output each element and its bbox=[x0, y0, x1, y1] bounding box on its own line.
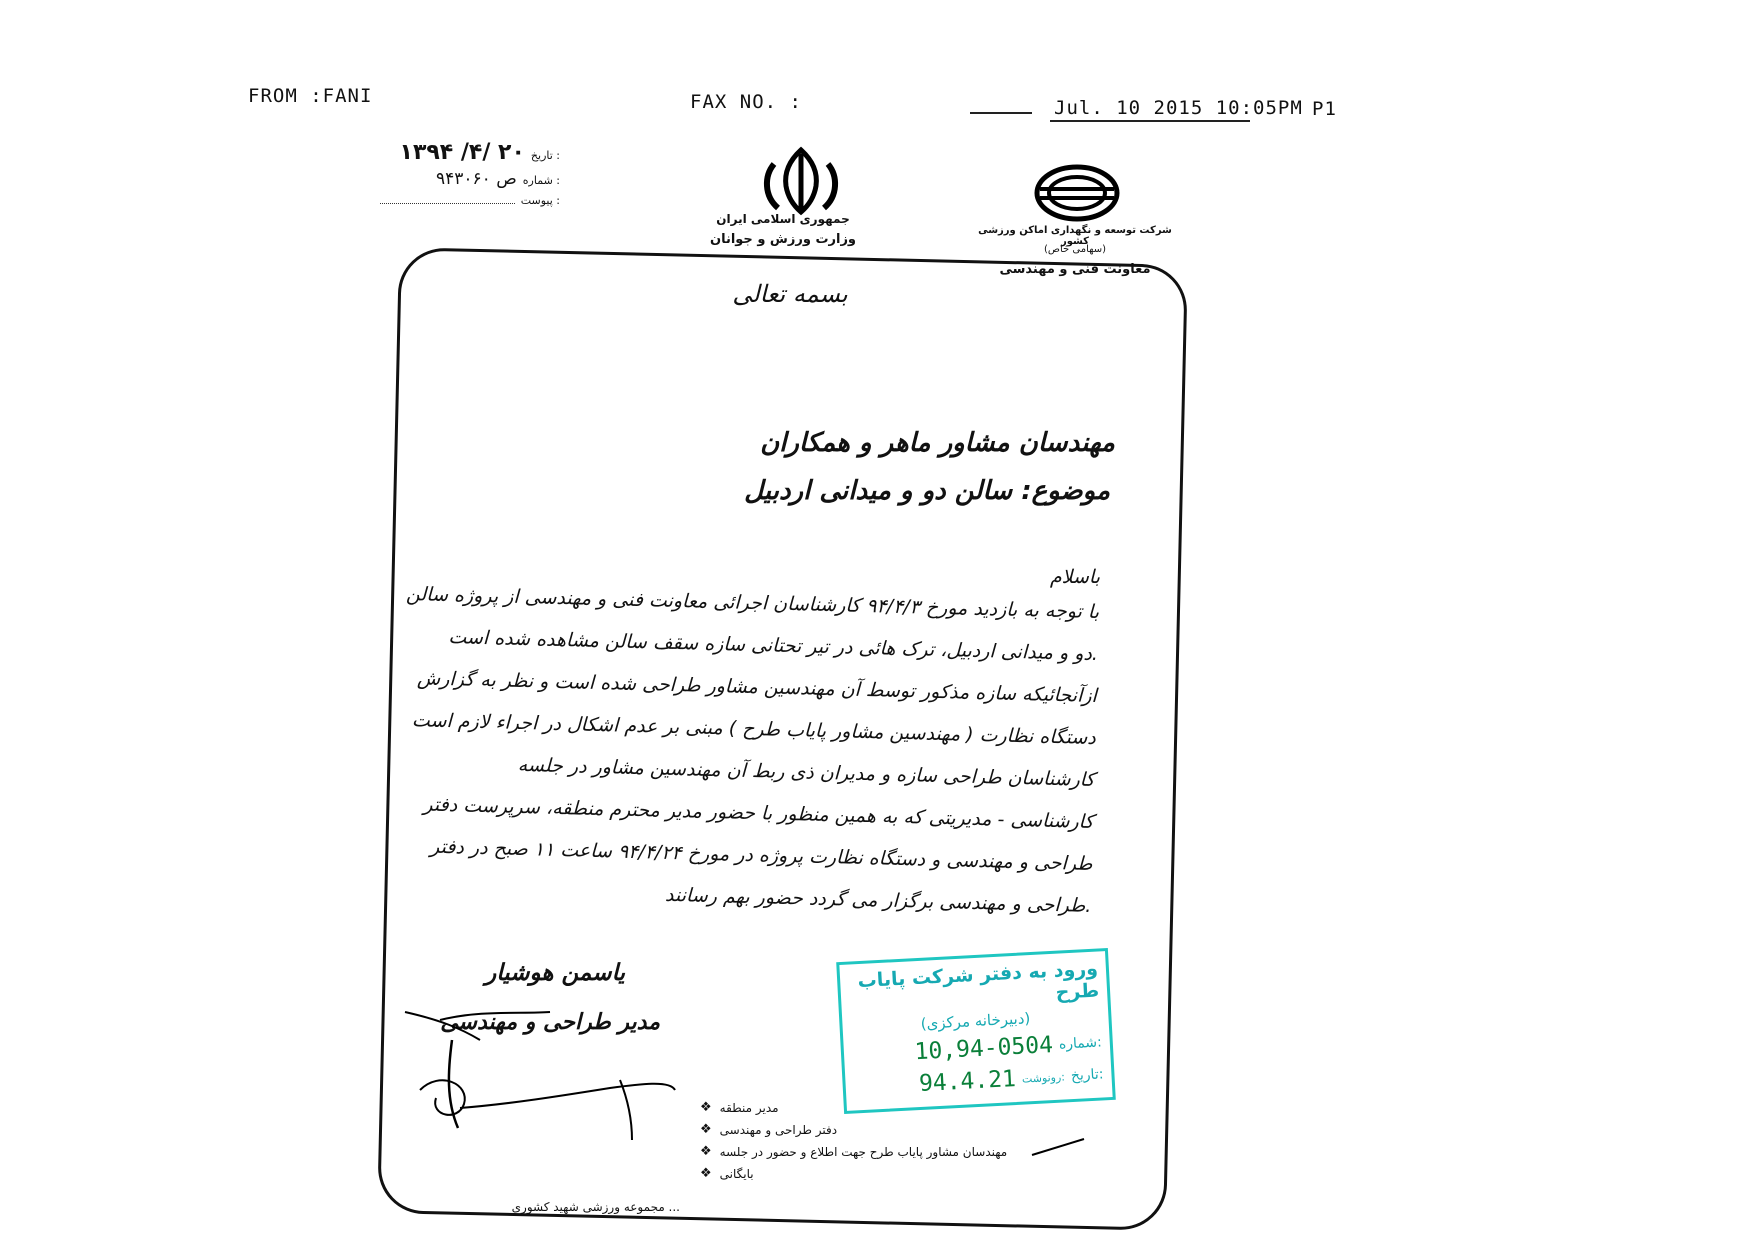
stamp-number-value: 10,94-0504 bbox=[913, 1032, 1054, 1066]
cc-bullet-icon: ❖ bbox=[700, 1100, 712, 1115]
subject: موضوع: سالن دو و میدانی اردبیل bbox=[744, 476, 1110, 506]
cc-item bbox=[700, 1166, 1020, 1181]
cc-list bbox=[700, 1100, 1020, 1188]
number-label: شماره : bbox=[522, 174, 560, 187]
body-line-4: دستگاه نظارت ( مهندسین مشاور پایاب طرح ) مبنی بر عدم اشکال در اجراء لازم است bbox=[411, 709, 1097, 750]
iran-emblem-icon bbox=[760, 146, 842, 218]
stamp-subtitle: (دبیرخانه مرکزی) bbox=[920, 1009, 1031, 1033]
attachment-dots bbox=[380, 193, 515, 204]
letter-body bbox=[401, 583, 1100, 941]
cc-item bbox=[700, 1122, 1020, 1137]
cc-bullet-icon: ❖ bbox=[700, 1122, 712, 1137]
cc-item bbox=[700, 1100, 1020, 1115]
letter-meta bbox=[380, 140, 560, 207]
stamp-date-row bbox=[853, 1061, 1104, 1100]
handwritten-signature-icon bbox=[400, 1000, 700, 1150]
date-value: ۱۳۹۴ /۴/ ۲۰ bbox=[399, 140, 525, 165]
cc-item-label: دفتر طراحی و مهندسی bbox=[719, 1122, 838, 1137]
meta-date-row bbox=[380, 140, 560, 165]
fax-rule-left bbox=[970, 112, 1032, 114]
fax-from: FROM :FANI bbox=[248, 85, 373, 107]
cc-item bbox=[700, 1144, 1020, 1159]
company-line1: شرکت توسعه و نگهداری اماکن ورزشی کشور bbox=[978, 225, 1172, 247]
cc-bullet-icon: ❖ bbox=[700, 1166, 712, 1181]
company-line2: (سهامی خاص) bbox=[1043, 244, 1107, 255]
attachment-label: پیوست : bbox=[520, 194, 560, 207]
fax-rule-right bbox=[1050, 120, 1250, 122]
emblem-line2: وزارت ورزش و جوانان bbox=[709, 232, 857, 247]
footer-address: ... مجموعه ورزشی شهید کشوری bbox=[511, 1200, 680, 1214]
body-line-3: ازآنجائیکه سازه مذکور توسط آن مهندسین مشاور طراحی شده است و نظر به گزارش bbox=[416, 667, 1098, 708]
signature-title: مدیر طراحی و مهندسی bbox=[440, 1010, 660, 1035]
fax-number-label: FAX NO. : bbox=[690, 91, 802, 113]
date-label: تاریخ : bbox=[530, 149, 560, 162]
stamp-date-value: 94.4.21 bbox=[918, 1065, 1017, 1098]
recipient: مهندسان مشاور ماهر و همکاران bbox=[760, 428, 1115, 458]
company-line3: معاونت فنی و مهندسی bbox=[999, 262, 1151, 277]
stamp-title: ورود به دفتر شرکت پایاب طرح bbox=[857, 957, 1100, 1004]
emblem-line1: جمهوری اسلامی ایران bbox=[716, 212, 850, 226]
stamp-copy-label: رونوشت: bbox=[1021, 1069, 1066, 1086]
cc-item-label: مدیر منطقه bbox=[719, 1100, 779, 1115]
body-line-2: دو و میدانی اردبیل، ترک هائی در تیر تحتانی سازه سقف سالن مشاهده شده است. bbox=[448, 626, 1099, 666]
meta-attachment-row bbox=[380, 193, 560, 207]
signature-name: یاسمن هوشیار bbox=[485, 960, 625, 986]
stamp-date-label: تاریخ: bbox=[1070, 1066, 1104, 1085]
company-logo-icon bbox=[1032, 163, 1122, 223]
greeting: باسلام bbox=[1049, 566, 1100, 588]
fax-page: P1 bbox=[1312, 98, 1337, 120]
cc-item-label: مهندسان مشاور پایاب طرح جهت اطلاع و حضور در جلسه bbox=[719, 1144, 1008, 1159]
meta-number-row bbox=[380, 169, 560, 189]
body-line-5: کارشناسان طراحی سازه و مدیران ذی ربط آن مهندسین مشاور در جلسه bbox=[517, 753, 1095, 792]
received-stamp bbox=[836, 948, 1116, 1114]
body-line-7: طراحی و مهندسی و دستگاه نظارت پروژه در مورخ ۹۴/۴/۲۴ ساعت ۱۱ صبح در دفتر bbox=[429, 835, 1093, 875]
body-line-6: کارشناسی - مدیریتی که به همین منظور با حضور مدیر محترم منطقه، سرپرست دفتر bbox=[423, 793, 1094, 834]
stamp-number-label: شماره: bbox=[1058, 1034, 1103, 1053]
cc-item-label: بایگانی bbox=[719, 1166, 754, 1181]
invocation: بسمه تعالی bbox=[732, 280, 848, 308]
cc-check-mark-icon bbox=[1030, 1135, 1086, 1159]
body-line-8: طراحی و مهندسی برگزار می گردد حضور بهم رسانند. bbox=[664, 883, 1092, 917]
fax-datetime: Jul. 10 2015 10:05PM bbox=[1054, 97, 1303, 119]
number-value: ۹۴۳۰۶۰ ص bbox=[436, 169, 517, 189]
cc-bullet-icon: ❖ bbox=[700, 1144, 712, 1159]
body-line-1: با توجه به بازدید مورخ ۹۴/۴/۳ کارشناسان اجرائی معاونت فنی و مهندسی از پروژه سالن bbox=[405, 582, 1100, 624]
